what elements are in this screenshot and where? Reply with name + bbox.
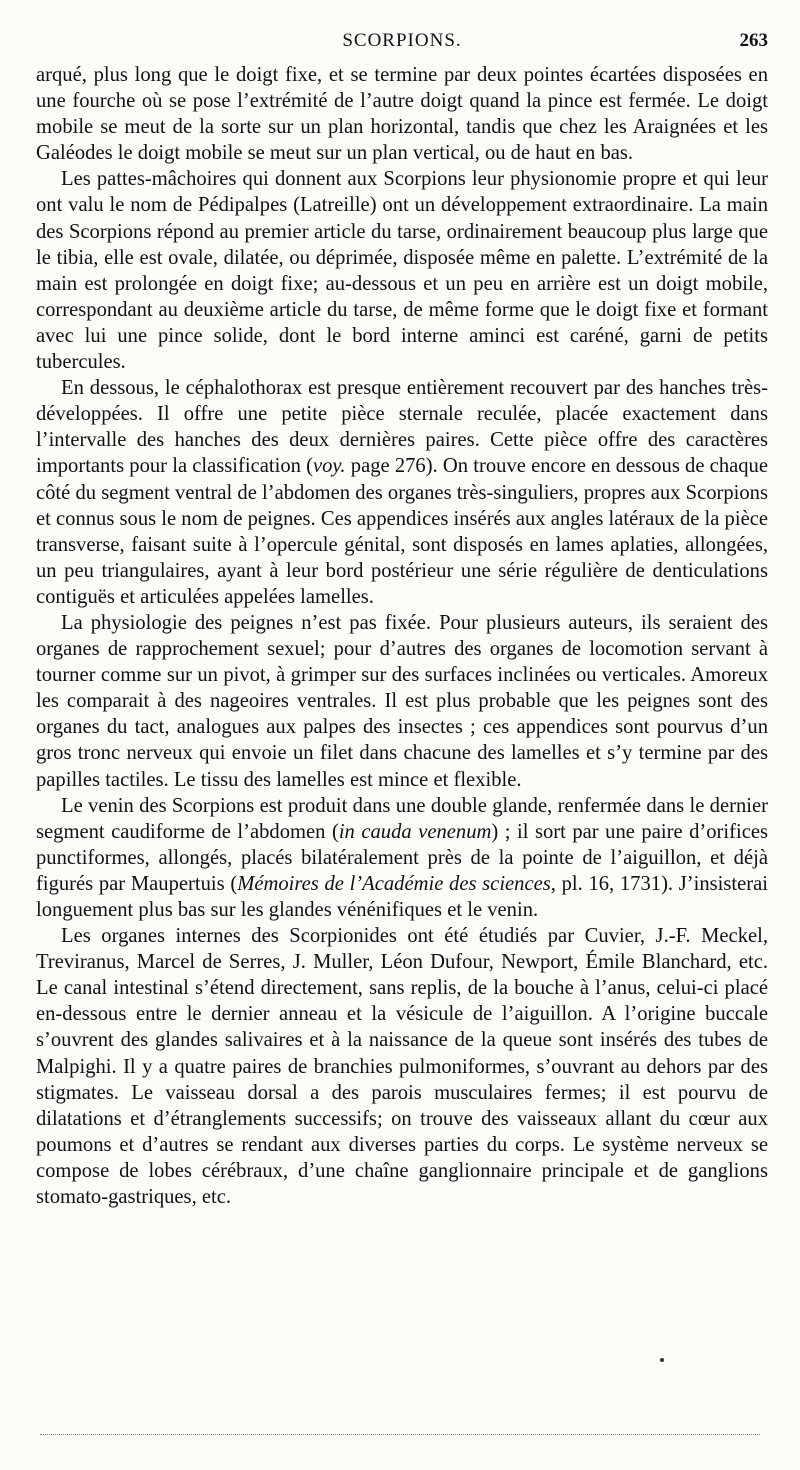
paragraph bbox=[36, 923, 768, 1210]
paragraph bbox=[36, 610, 768, 793]
paragraph bbox=[36, 375, 768, 610]
italic-text: in cauda venenum bbox=[338, 820, 492, 843]
text-run: , pl. 16, 1731). J’insisterai longuement plus bas sur les glandes vénénifiques et le venin. bbox=[36, 872, 768, 921]
running-title: SCORPIONS. bbox=[342, 30, 462, 51]
paragraph bbox=[36, 793, 768, 923]
paragraph bbox=[36, 62, 768, 166]
page-header bbox=[36, 30, 768, 60]
italic-text: voy. bbox=[312, 455, 346, 478]
bottom-rule bbox=[40, 1434, 760, 1435]
page-number: 263 bbox=[739, 30, 768, 51]
italic-text: Mémoires de l’Académie des sciences bbox=[237, 872, 551, 895]
text-run: Les pattes-mâchoires qui donnent aux Scorpions leur physionomie propre et qui leur ont valu le nom de Pédipalpes (Latreille) ont un développement extraordinaire. La main des Scorpions répond au premier article du tarse, ordinairement beaucoup plus large que le tibia, elle est ovale, dilatée, ou déprimée, disposée même en palette. L’extrémité de la main est prolongée en doigt fixe; au-dessous et un peu en arrière est un doigt mobile, correspondant au deuxième article du tarse, de même forme que le doigt fixe et formant avec lui une pince solide, dont le bord interne aminci est caréné, garni de petits tubercules. bbox=[36, 168, 768, 374]
text-run: En dessous, le céphalothorax est presque entièrement recouvert par des hanches très-développées. Il offre une petite pièce sternale reculée, placée exactement dans l’intervalle des hanches des deux dernières paires. Cette pièce offre des caractères importants pour la classification ( bbox=[36, 377, 768, 478]
text-run: ) ; il sort par une paire d’orifices punctiformes, allongés, placés bilatéralement près de la pointe de l’aiguillon, et déjà figurés par Maupertuis ( bbox=[36, 820, 769, 895]
text-run: arqué, plus long que le doigt fixe, et se termine par deux pointes écartées disposées en une fourche où se pose l’extrémité de l’autre doigt quand la pince est fermée. Le doigt mobile se meut de la sorte sur un plan horizontal, tandis que chez les Araignées et les Galéodes le doigt mobile se meut sur un plan vertical, ou de haut en bas. bbox=[36, 64, 768, 165]
text-run: page 276). On trouve encore en dessous de chaque côté du segment ventral de l’abdomen des organes très-singuliers, propres aux Scorpions et connus sous le nom de peignes. Ces appendices insérés aux angles latéraux de la pièce transverse, faisant suite à l’opercule génital, sont disposés en lames aplaties, allongées, un peu triangulaires, ayant à leur bord postérieur une série régulière de denticulations contiguës et articulées appelées lamelles. bbox=[36, 455, 768, 608]
ink-speck bbox=[660, 1358, 664, 1362]
body-text bbox=[36, 62, 768, 1210]
paragraph bbox=[36, 166, 768, 375]
text-run: Les organes internes des Scorpionides ont été étudiés par Cuvier, J.-F. Meckel, Treviranus, Marcel de Serres, J. Muller, Léon Dufour, Newport, Émile Blanchard, etc. Le canal intestinal s’étend directement, sans replis, de la bouche à l’anus, celui-ci placé en-dessous entre le dernier anneau et la vésicule de l’aiguillon. A l’origine buccale s’ouvrent des glandes salivaires et à la naissance de la queue sont insérés des tubes de Malpighi. Il y a quatre paires de branchies pulmoniformes, s’ouvrant au dehors par des stigmates. Le vaisseau dorsal a des parois musculaires fermes; il est pourvu de dilatations et d’étranglements successifs; on trouve des vaisseaux allant du cœur aux poumons et d’autres se rendant aux diverses parties du corps. Le système nerveux se compose de lobes cérébraux, d’une chaîne ganglionnaire principale et de ganglions stomato-gastriques, etc. bbox=[36, 925, 768, 1209]
text-run: La physiologie des peignes n’est pas fixée. Pour plusieurs auteurs, ils seraient des organes de rapprochement sexuel; pour d’autres des organes de locomotion servant à tourner comme sur un pivot, à grimper sur des surfaces inclinées ou verticales. Amoreux les comparait à des nageoires ventrales. Il est plus probable que les peignes sont des organes du tact, analogues aux palpes des insectes ; ces appendices sont pourvus d’un gros tronc nerveux qui envoie un filet dans chacune des lamelles et s’y termine par des papilles tactiles. Le tissu des lamelles est mince et flexible. bbox=[36, 611, 768, 791]
text-run: Le venin des Scorpions est produit dans une double glande, renfermée dans le dernier segment caudiforme de l’abdomen ( bbox=[36, 794, 768, 843]
